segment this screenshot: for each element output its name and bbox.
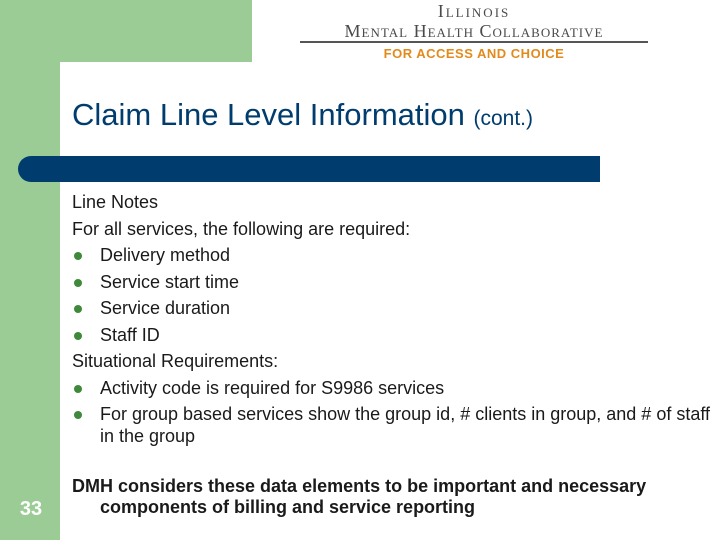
footer-note-line1: DMH considers these data elements to be important and necessary <box>72 476 647 496</box>
top-decor-band <box>0 0 252 62</box>
collaborative-logo <box>296 0 652 64</box>
line-notes-heading: Line Notes <box>72 192 159 212</box>
slide-title-suffix: (cont.) <box>473 107 533 130</box>
title-underline-bar <box>18 156 600 182</box>
left-decor-band <box>0 0 60 540</box>
slide-body <box>72 189 717 447</box>
bullet-staff-id: Staff ID <box>72 322 717 349</box>
logo-line-illinois: Illinois <box>437 1 511 21</box>
logo-line-tagline: FOR ACCESS AND CHOICE <box>383 46 565 61</box>
page-number: 33 <box>19 498 43 520</box>
logo-line-collaborative: Mental Health Collaborative <box>344 21 604 41</box>
decor-corner-curve <box>60 62 100 102</box>
situational-heading: Situational Requirements: <box>72 351 279 371</box>
footer-note-line2: components of billing and service reporting <box>100 497 476 517</box>
slide-title-main: Claim Line Level Information <box>72 97 465 132</box>
bullet-activity-code: Activity code is required for S9986 services <box>72 375 717 402</box>
footer-note <box>72 476 717 518</box>
slide-title <box>72 97 533 133</box>
required-intro: For all services, the following are required: <box>72 218 411 239</box>
bullet-group-services: For group based services show the group id, # clients in group, and # of staff in the group <box>72 401 717 447</box>
bullet-delivery-method: Delivery method <box>72 242 717 269</box>
bullet-service-start-time: Service start time <box>72 269 717 296</box>
bullet-service-duration: Service duration <box>72 295 717 322</box>
logo-divider <box>300 41 648 43</box>
